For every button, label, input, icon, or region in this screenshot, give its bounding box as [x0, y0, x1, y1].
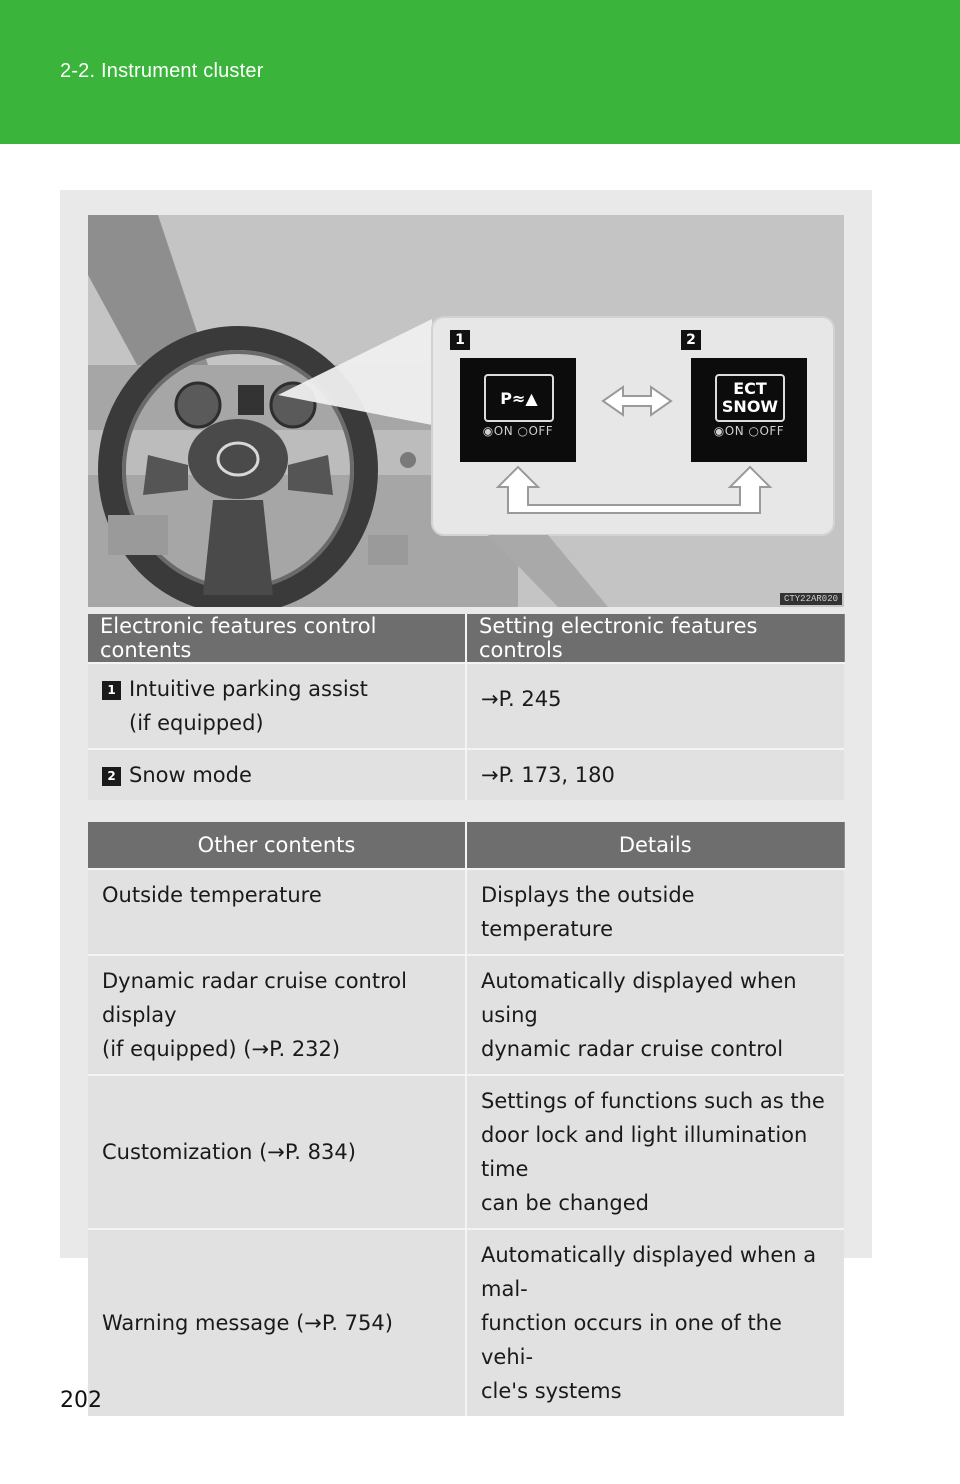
- section-title: 2-2. Instrument cluster: [60, 60, 264, 82]
- onoff-indicator: ◉ON ○OFF: [713, 424, 785, 438]
- table-header: Setting electronic features controls: [466, 614, 844, 663]
- arrow-icon: →: [251, 1037, 270, 1061]
- page-number: 202: [60, 1388, 102, 1413]
- dashboard-illustration: [88, 215, 844, 607]
- chapter-header-bar: [0, 0, 960, 144]
- callout-number-2: 2: [681, 330, 701, 350]
- ect-snow-icon: [715, 374, 785, 422]
- arrow-icon: →: [481, 687, 499, 711]
- onoff-indicator: ◉ON ○OFF: [482, 424, 554, 438]
- table-cell: Displays the outside temperature: [466, 869, 844, 955]
- other-contents-table: [88, 822, 845, 1416]
- table-row: [88, 1229, 844, 1416]
- table-cell: 2 Snow mode: [88, 749, 466, 800]
- table-header: Details: [466, 822, 844, 869]
- table-cell: 1 Intuitive parking assist (if equipped): [88, 663, 466, 749]
- table-header: Electronic features control contents: [88, 614, 466, 663]
- ect-label: ECT: [733, 379, 767, 398]
- table-row: [88, 749, 844, 800]
- table-cell: [466, 663, 844, 749]
- table-row: [88, 869, 844, 955]
- callout-badge-2: 2: [102, 767, 121, 786]
- table-cell: Customization (→P. 834): [88, 1075, 466, 1229]
- arrow-icon: →: [304, 1311, 322, 1335]
- parking-assist-screen: [460, 358, 576, 462]
- callout-badge-1: 1: [102, 681, 121, 700]
- parking-assist-icon: P≈▲: [484, 374, 554, 422]
- table-row: [88, 955, 844, 1075]
- page-reference-link[interactable]: P. 245: [498, 687, 562, 711]
- page-reference-link[interactable]: P. 232): [269, 1037, 341, 1061]
- table-cell: Automatically displayed when using dynamic radar cruise control: [466, 955, 844, 1075]
- table-row: [88, 663, 844, 749]
- table-cell: Automatically displayed when a mal- function occurs in one of the vehi- cle's systems: [466, 1229, 844, 1416]
- features-control-table: [88, 614, 845, 800]
- table-cell: Outside temperature: [88, 869, 466, 955]
- snow-mode-screen: [691, 358, 807, 462]
- page-reference-link[interactable]: P. 754): [321, 1311, 393, 1335]
- table-cell: [466, 749, 844, 800]
- illustration-code: CTY22AR020: [780, 593, 842, 605]
- table-cell: Warning message (→P. 754): [88, 1229, 466, 1416]
- table-row: [88, 1075, 844, 1229]
- page-reference-link[interactable]: P. 834): [284, 1140, 356, 1164]
- table-cell: Settings of functions such as the door lock and light illumination time can be changed: [466, 1075, 844, 1229]
- arrow-icon: →: [267, 1140, 285, 1164]
- page-reference-link[interactable]: P. 173, 180: [498, 763, 615, 787]
- table-header: Other contents: [88, 822, 466, 869]
- arrow-icon: →: [481, 763, 499, 787]
- snow-label: SNOW: [721, 397, 779, 416]
- callout-number-1: 1: [450, 330, 470, 350]
- table-cell: Dynamic radar cruise control display (if equipped) (→P. 232): [88, 955, 466, 1075]
